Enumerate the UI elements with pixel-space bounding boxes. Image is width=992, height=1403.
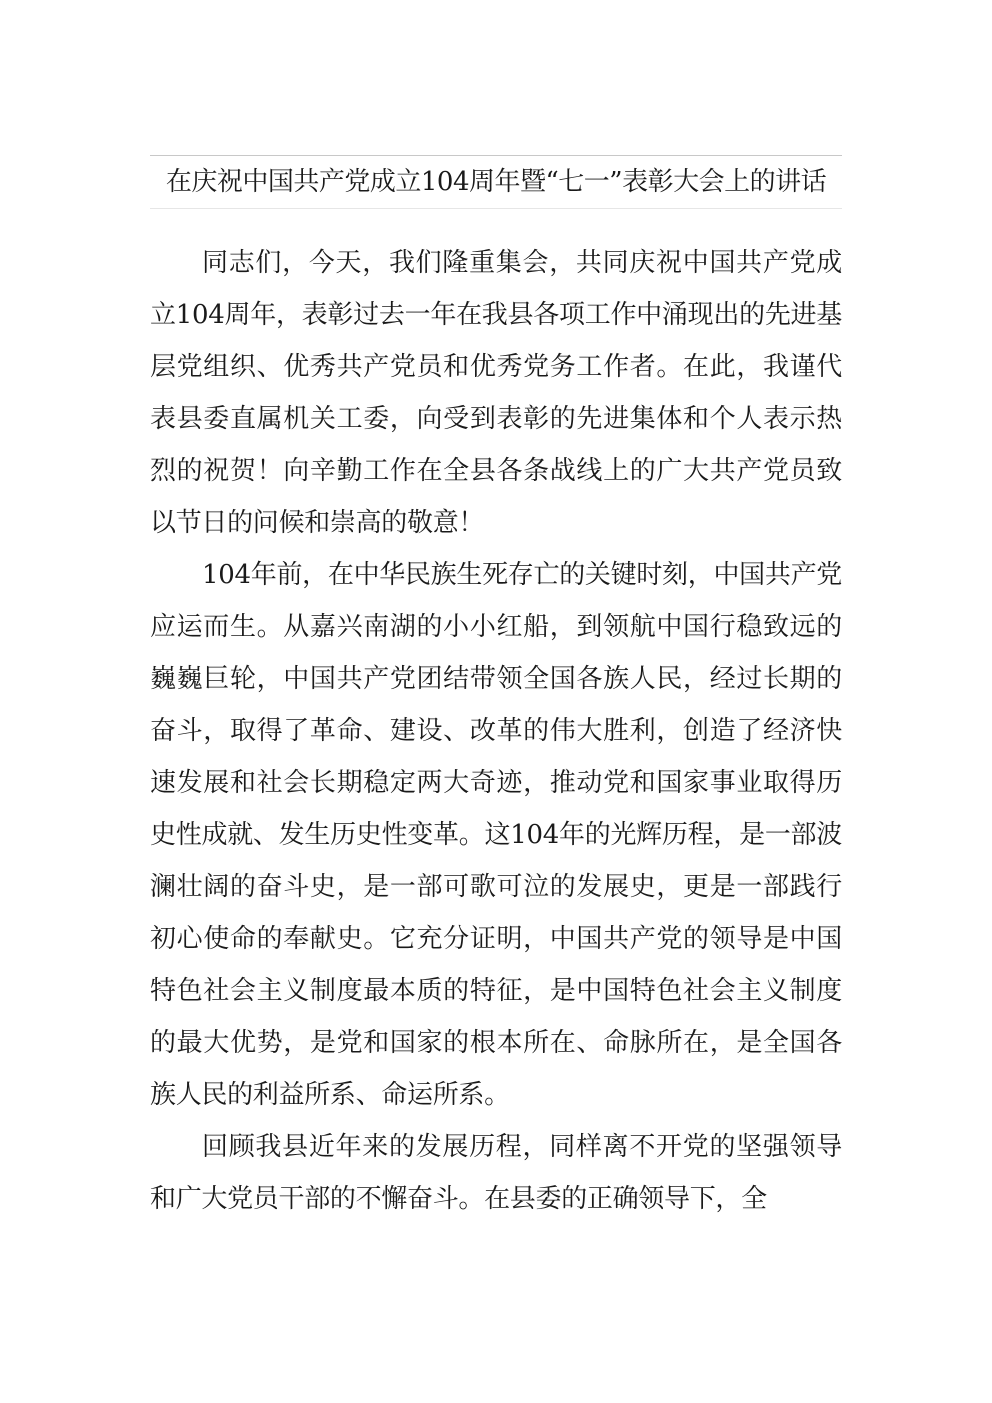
paragraph-2: 104年前，在中华民族生死存亡的关键时刻，中国共产党应运而生。从嘉兴南湖的小小红船，到领航中国行稳致远的巍巍巨轮，中国共产党团结带领全国各族人民，经过长期的奋斗，取得了革命、建设、改革的伟大胜利，创造了经济快速发展和社会长期稳定两大奇迹，推动党和国家事业取得历史性成就、发生历史性变革。这104年的光辉历程，是一部波澜壮阔的奋斗史，是一部可歌可泣的发展史，更是一部践行初心使命的奉献史。它充分证明，中国共产党的领导是中国特色社会主义制度最本质的特征，是中国特色社会主义制度的最大优势，是党和国家的根本所在、命脉所在，是全国各族人民的利益所系、命运所系。 xyxy=(150,560,842,1110)
document-page xyxy=(150,155,842,1225)
document-title: 在庆祝中国共产党成立104周年暨“七一”表彰大会上的讲话 xyxy=(165,167,827,197)
title-underline xyxy=(150,208,842,209)
paragraph-3: 回顾我县近年来的发展历程，同样离不开党的坚强领导和广大党员干部的不懈奋斗。在县委的正确领导下，全 xyxy=(150,1132,842,1214)
document-body xyxy=(150,237,842,1225)
paragraph-1: 同志们，今天，我们隆重集会，共同庆祝中国共产党成立104周年，表彰过去一年在我县各项工作中涌现出的先进基层党组织、优秀共产党员和优秀党务工作者。在此，我谨代表县委直属机关工委，向受到表彰的先进集体和个人表示热烈的祝贺！向辛勤工作在全县各条战线上的广大共产党员致以节日的问候和崇高的敬意！ xyxy=(150,248,842,538)
